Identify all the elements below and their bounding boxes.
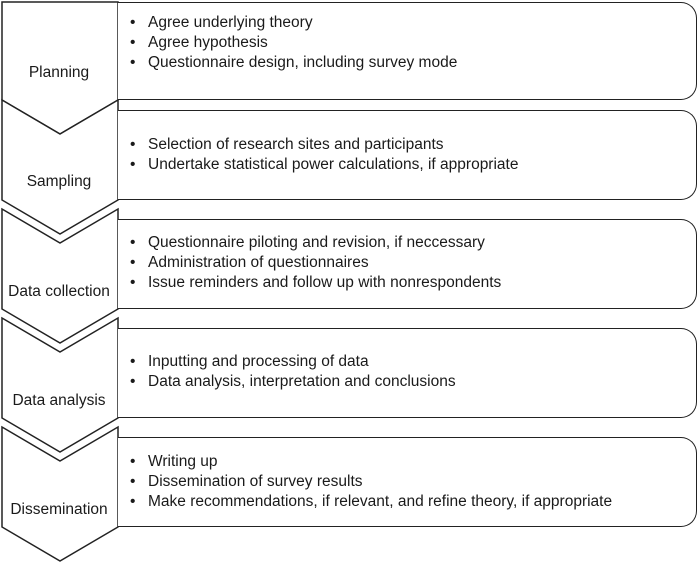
stage-list-dissemination	[126, 452, 612, 512]
list-item: • Questionnaire design, including survey mode	[126, 53, 457, 73]
stage-list-planning	[126, 13, 457, 73]
list-item: • Data analysis, interpretation and conclusions	[126, 372, 456, 392]
list-item: • Issue reminders and follow up with nonrespondents	[126, 273, 501, 293]
list-item: • Agree hypothesis	[126, 33, 457, 53]
list-item: • Agree underlying theory	[126, 13, 457, 33]
list-item: • Administration of questionnaires	[126, 253, 501, 273]
stage-list-sampling	[126, 135, 518, 175]
list-item: • Questionnaire piloting and revision, if neccessary	[126, 233, 501, 253]
stage-label-sampling: Sampling	[26, 173, 92, 190]
list-item: • Dissemination of survey results	[126, 472, 612, 492]
list-item: • Undertake statistical power calculations, if appropriate	[126, 155, 518, 175]
list-item: • Make recommendations, if relevant, and refine theory, if appropriate	[126, 492, 612, 512]
list-item: • Selection of research sites and participants	[126, 135, 518, 155]
stage-label-planning: Planning	[28, 64, 90, 81]
list-item: • Inputting and processing of data	[126, 352, 456, 372]
stage-label-data-collection: Data collection	[8, 283, 110, 300]
stage-list-data-analysis	[126, 352, 456, 392]
stage-list-data-collection	[126, 233, 501, 293]
list-item: • Writing up	[126, 452, 612, 472]
stage-label-dissemination: Dissemination	[10, 501, 108, 518]
stage-label-data-analysis: Data analysis	[12, 392, 106, 409]
